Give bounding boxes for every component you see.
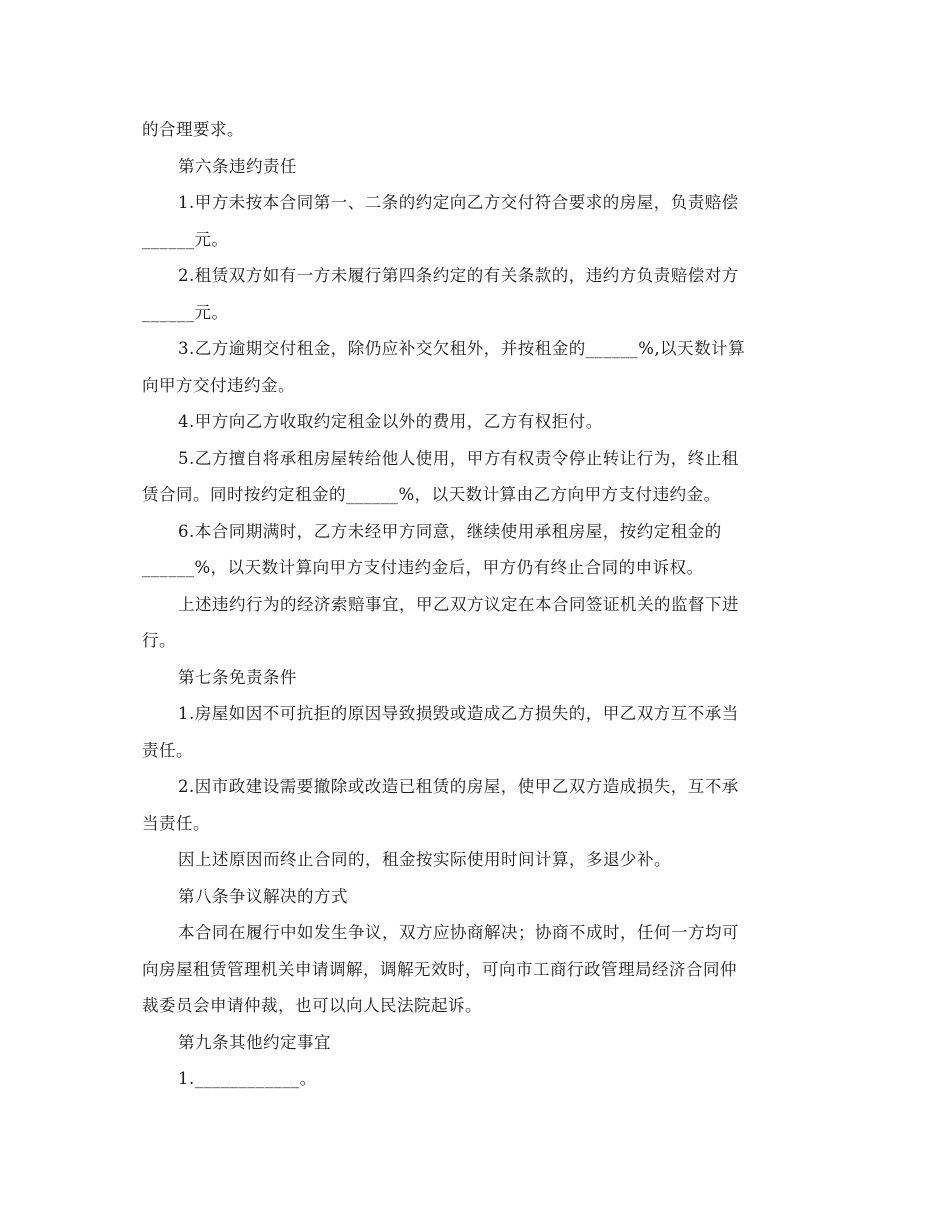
text-line: 向甲方交付违约金。 [142, 375, 295, 395]
text-line: ______%，以天数计算向甲方支付违约金后，甲方仍有终止合同的申诉权。 [142, 558, 704, 577]
text-line: 第八条争议解决的方式 [178, 886, 348, 906]
text-line: 因上述原因而终止合同的，租金按实际使用时间计算，多退少补。 [178, 850, 671, 869]
text-line: 第九条其他约定事宜 [178, 1032, 331, 1052]
text-line: 裁委员会申请仲裁，也可以向人民法院起诉。 [142, 996, 482, 1015]
text-line: 当责任。 [142, 813, 210, 833]
text-line: 6.本合同期满时，乙方未经甲方同意，继续使用承租房屋，按约定租金的 [178, 521, 722, 541]
text-line: ______元。 [142, 302, 229, 322]
text-line: 3.乙方逾期交付租金，除仍应补交欠租外，并按租金的______%,以天数计算 [178, 339, 746, 358]
text-line: 上述违约行为的经济索赔事宜，甲乙双方议定在本合同签证机关的监督下进 [178, 594, 739, 614]
text-line: 4.甲方向乙方收取约定租金以外的费用，乙方有权拒付。 [178, 412, 603, 431]
text-line: 5.乙方擅自将承租房屋转给他人使用，甲方有权责令停止转让行为，终止租 [178, 448, 739, 468]
text-line: 第六条违约责任 [178, 156, 297, 176]
text-line: 1.____________。 [178, 1069, 317, 1088]
text-line: 行。 [142, 631, 176, 650]
text-line: 赁合同。同时按约定租金的______%，以天数计算由乙方向甲方支付违约金。 [142, 485, 721, 504]
text-line: 的合理要求。 [142, 120, 244, 139]
text-line: 2.租赁双方如有一方未履行第四条约定的有关条款的，违约方负责赔偿对方 [178, 266, 739, 285]
text-line: 向房屋租赁管理机关申请调解，调解无效时，可向市工商行政管理局经济合同仲 [142, 959, 737, 979]
text-line: 1.甲方未按本合同第一、二条的约定向乙方交付符合要求的房屋，负责赔偿 [178, 193, 739, 212]
text-line: 第七条免责条件 [178, 667, 297, 687]
text-line: 1.房屋如因不可抗拒的原因导致损毁或造成乙方损失的，甲乙双方互不承当 [178, 704, 739, 723]
text-line: ______元。 [142, 229, 229, 249]
document-page [142, 112, 812, 1098]
text-line: 2.因市政建设需要撤除或改造已租赁的房屋，使甲乙双方造成损失，互不承 [178, 777, 739, 796]
text-line: 责任。 [142, 740, 193, 760]
text-line: 本合同在履行中如发生争议，双方应协商解决；协商不成时，任何一方均可 [178, 923, 739, 942]
